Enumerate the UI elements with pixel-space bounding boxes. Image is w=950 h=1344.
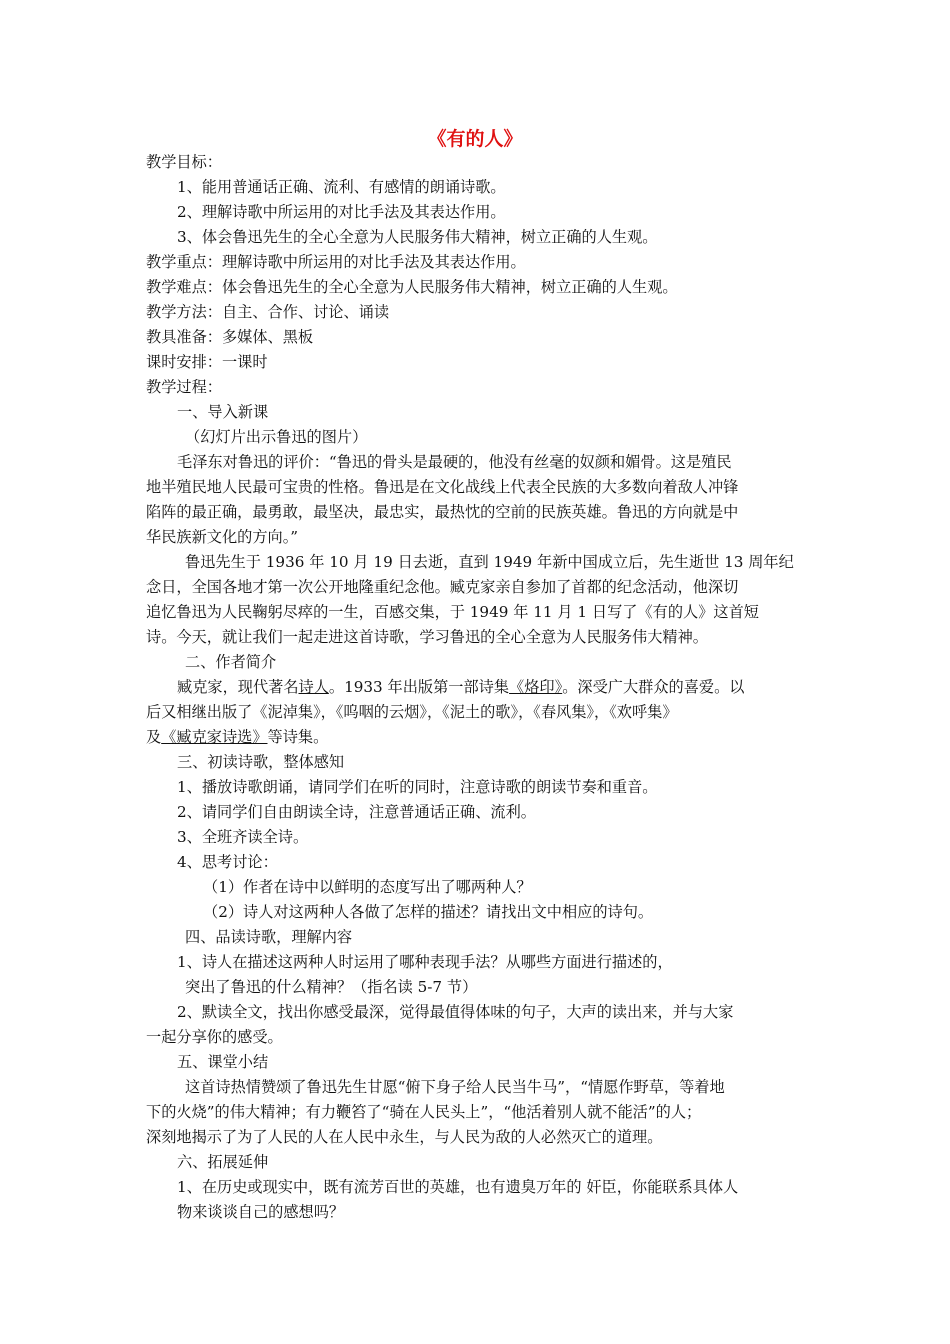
question-item: （2）诗人对这两种人各做了怎样的描述？请找出文中相应的诗句。	[203, 903, 654, 921]
document-body	[146, 150, 806, 1225]
teaching-method: 教学方法：自主、合作、讨论、诵读	[146, 303, 389, 321]
paragraph-line: 地半殖民地人民最可宝贵的性格。鲁迅是在文化战线上代表全民族的大多数向着敌人冲锋	[146, 478, 739, 496]
book-link-laoyin[interactable]: 《烙印》	[509, 678, 563, 696]
paragraph-line: 陷阵的最正确，最勇敢，最坚决，最忠实，最热忱的空前的民族英雄。鲁迅的方向就是中	[146, 503, 739, 521]
paragraph-line: 鲁迅先生于 1936 年 10 月 19 日去逝，直到 1949 年新中国成立后，先生逝世 13 周年纪	[185, 553, 794, 571]
paragraph-line: 诗。今天，就让我们一起走进这首诗歌，学习鲁迅的全心全意为人民服务伟大精神。	[146, 628, 708, 646]
author-line-3	[146, 725, 806, 750]
list-item: 1、诗人在描述这两种人时运用了哪种表现手法？从哪些方面进行描述的，	[177, 953, 673, 971]
author-text: 。深受广大群众的喜爱。以	[562, 678, 745, 696]
book-link-selected-poems[interactable]: 《臧克家诗选》	[161, 728, 268, 746]
teaching-difficulty: 教学难点：体会鲁迅先生的全心全意为人民服务伟大精神，树立正确的人生观。	[146, 278, 678, 296]
objective-3: 3、体会鲁迅先生的全心全意为人民服务伟大精神，树立正确的人生观。	[177, 228, 658, 246]
section-3-title: 三、初读诗歌，整体感知	[177, 753, 345, 771]
teaching-tools: 教具准备：多媒体、黑板	[146, 328, 314, 346]
author-text: 臧克家，现代著名	[177, 678, 299, 696]
author-text: 等诗集。	[267, 728, 329, 746]
section-4-title: 四、品读诗歌，理解内容	[185, 928, 353, 946]
list-item: 2、默读全文，找出你感受最深，觉得最值得体味的句子，大声的读出来，并与大家	[177, 1003, 734, 1021]
poet-link[interactable]: 诗人	[298, 678, 329, 696]
paragraph-line: 深刻地揭示了为了人民的人在人民中永生，与人民为敌的人必然灭亡的道理。	[146, 1128, 663, 1146]
list-item: 1、在历史或现实中，既有流芳百世的英雄，也有遗臭万年的 奸臣，你能联系具体人	[177, 1178, 739, 1196]
author-text: 及	[146, 728, 162, 746]
question-item: （1）作者在诗中以鲜明的态度写出了哪两种人？	[203, 878, 532, 896]
author-line-2: 后又相继出版了《泥淖集》，《呜咽的云烟》，《泥土的歌》，《春风集》，《欢呼集》	[146, 703, 678, 721]
page-title: 《有的人》	[427, 128, 523, 150]
list-item: 物来谈谈自己的感想吗？	[177, 1203, 345, 1221]
list-item: 一起分享你的感受。	[146, 1028, 283, 1046]
author-line-1	[146, 675, 806, 700]
list-item: 4、思考讨论：	[177, 853, 278, 871]
section-2-title: 二、作者简介	[185, 653, 277, 671]
objective-2: 2、理解诗歌中所运用的对比手法及其表达作用。	[177, 203, 506, 221]
process-label: 教学过程：	[146, 378, 222, 396]
paragraph-line: 追忆鲁迅为人民鞠躬尽瘁的一生，百感交集，于 1949 年 11 月 1 日写了《有的人》这首短	[146, 603, 759, 621]
section-1-note: （幻灯片出示鲁迅的图片）	[185, 428, 368, 446]
paragraph-line: 下的火烧”的伟大精神；有力鞭笞了“骑在人民头上”，“他活着别人就不能活”的人；	[146, 1103, 702, 1121]
class-schedule: 课时安排：一课时	[146, 353, 268, 371]
teaching-focus: 教学重点：理解诗歌中所运用的对比手法及其表达作用。	[146, 253, 526, 271]
paragraph-line: 这首诗热情赞颂了鲁迅先生甘愿“俯下身子给人民当牛马”，“情愿作野草，等着地	[185, 1078, 725, 1096]
paragraph-line: 华民族新文化的方向。”	[146, 528, 299, 546]
author-text: 。1933 年出版第一部诗集	[328, 678, 510, 696]
objectives-label: 教学目标：	[146, 153, 222, 171]
paragraph-line: 念日，全国各地才第一次公开地隆重纪念他。臧克家亲自参加了首都的纪念活动，他深切	[146, 578, 739, 596]
objective-1: 1、能用普通话正确、流利、有感情的朗诵诗歌。	[177, 178, 506, 196]
section-1-title: 一、导入新课	[177, 403, 269, 421]
list-item: 2、请同学们自由朗读全诗，注意普通话正确、流利。	[177, 803, 536, 821]
section-5-title: 五、课堂小结	[177, 1053, 269, 1071]
list-item: 突出了鲁迅的什么精神？（指名读 5-7 节）	[185, 978, 478, 996]
section-6-title: 六、拓展延伸	[177, 1153, 269, 1171]
list-item: 3、全班齐读全诗。	[177, 828, 309, 846]
paragraph-line: 毛泽东对鲁迅的评价：“鲁迅的骨头是最硬的，他没有丝毫的奴颜和媚骨。这是殖民	[177, 453, 732, 471]
list-item: 1、播放诗歌朗诵，请同学们在听的同时，注意诗歌的朗读节奏和重音。	[177, 778, 658, 796]
